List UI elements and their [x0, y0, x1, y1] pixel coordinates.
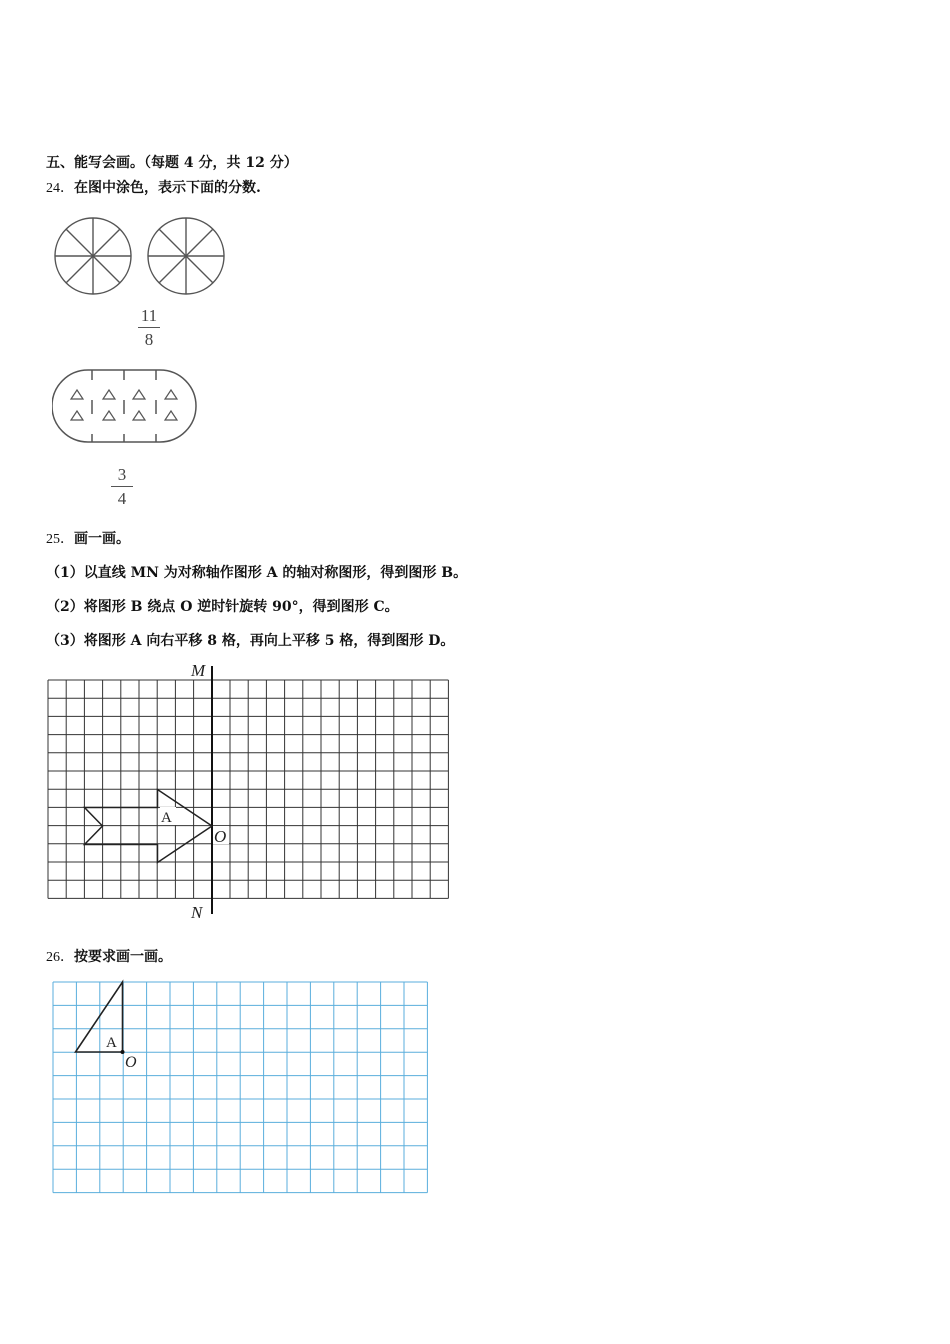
q25-number: 25． — [46, 532, 74, 547]
q25-step-3: （3）将图形 A 向右平移 8 格，再向上平移 5 格，得到图形 D。 — [46, 633, 455, 649]
q24-circles-figure — [48, 212, 248, 302]
label-o: O — [125, 1054, 137, 1071]
fraction-bar — [111, 486, 133, 487]
q24-header — [46, 177, 261, 197]
q25-step-1: （1）以直线 MN 为对称轴作图形 A 的轴对称图形，得到图形 B。 — [46, 565, 468, 581]
q24-fraction-1 — [134, 307, 164, 348]
fraction-circle-2 — [148, 218, 224, 294]
section-heading: 五、能写会画。（每题 4 分，共 12 分） — [46, 155, 298, 171]
q26-header — [46, 946, 172, 966]
fraction-2-numerator: 3 — [117, 465, 127, 484]
label-a: A — [161, 810, 172, 826]
q24-number: 24． — [46, 181, 74, 196]
q24-prompt: 在图中涂色，表示下面的分数. — [74, 180, 261, 196]
q25-step-2: （2）将图形 B 绕点 O 逆时针旋转 90°，得到图形 C。 — [46, 599, 399, 615]
q26-grid — [53, 982, 427, 1193]
q26-prompt: 按要求画一画。 — [74, 949, 172, 965]
point-o — [121, 1050, 125, 1054]
fraction-circle-1 — [55, 218, 131, 294]
fraction-1-numerator: 11 — [140, 306, 158, 325]
q26-number: 26． — [46, 950, 74, 965]
label-o: O — [214, 827, 227, 846]
oval-dividers — [92, 370, 156, 442]
q24-triangle-oval-figure — [52, 364, 197, 454]
q25-header — [46, 528, 130, 548]
label-m: M — [191, 661, 206, 680]
q26-grid-figure — [46, 976, 436, 1198]
fraction-1-denominator: 8 — [144, 330, 154, 349]
fraction-bar — [138, 327, 160, 328]
q25-grid-figure — [40, 656, 460, 926]
label-a: A — [106, 1035, 117, 1051]
q25-prompt: 画一画。 — [74, 531, 130, 547]
q25-grid — [48, 680, 448, 898]
label-n: N — [191, 903, 203, 922]
fraction-2-denominator: 4 — [117, 489, 127, 508]
q24-fraction-2 — [107, 466, 137, 507]
